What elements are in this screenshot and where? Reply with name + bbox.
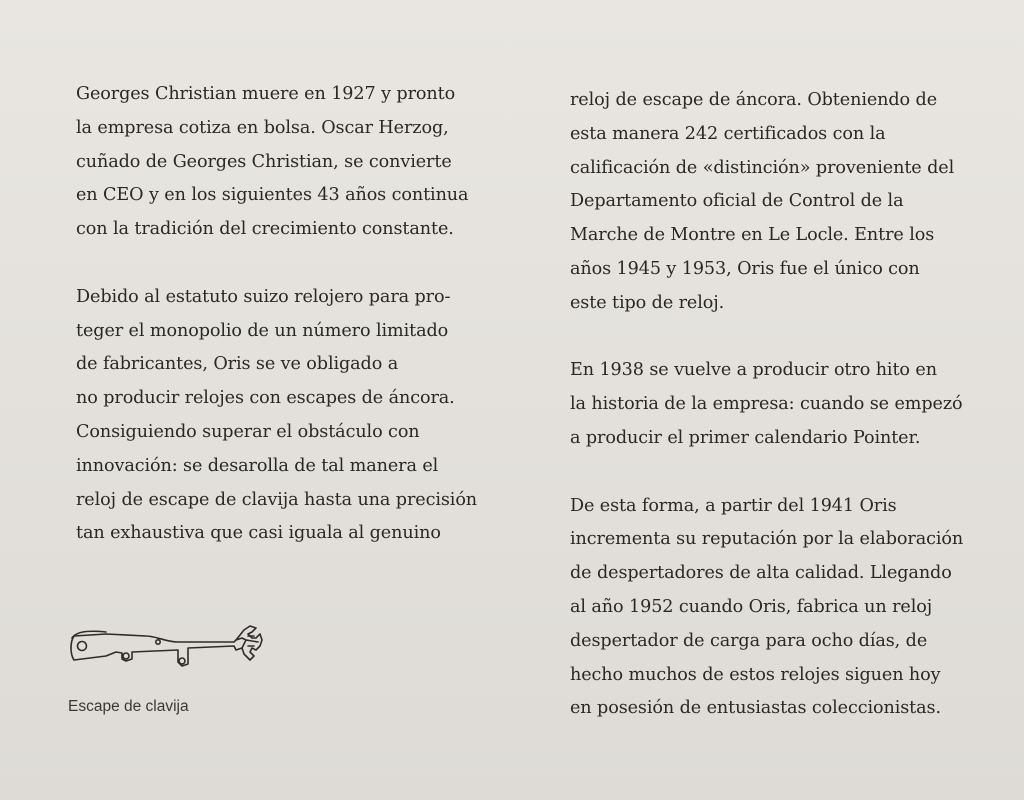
text-line: Departamento oficial de Control de la (570, 191, 904, 212)
text-line: tan exhaustiva que casi iguala al genuino (76, 523, 441, 544)
text-line: la historia de la empresa: cuando se empezó (570, 394, 963, 415)
text-line: De esta forma, a partir del 1941 Oris (570, 495, 897, 516)
left-paragraph-2 (76, 281, 526, 551)
text-line: a producir el primer calendario Pointer. (570, 427, 921, 448)
text-line: despertador de carga para ocho días, de (570, 630, 928, 651)
text-line: de fabricantes, Oris se ve obligado a (76, 354, 399, 375)
text-line: la empresa cotiza en bolsa. Oscar Herzog, (76, 117, 449, 138)
text-line: hecho muchos de estos relojes siguen hoy (570, 664, 941, 685)
text-line: con la tradición del crecimiento constante. (76, 219, 454, 240)
text-line: en CEO y en los siguientes 43 años continua (76, 185, 469, 206)
text-line: reloj de escape de áncora. Obteniendo de (570, 90, 938, 110)
text-line: en posesión de entusiastas coleccionistas. (570, 698, 941, 719)
text-line: Debido al estatuto suizo relojero para pro- (76, 286, 451, 307)
text-line: al año 1952 cuando Oris, fabrica un reloj (570, 596, 933, 617)
right-paragraph-2 (570, 354, 1010, 455)
text-line: cuñado de Georges Christian, se convierte (76, 151, 452, 172)
left-paragraph-1 (76, 78, 526, 247)
text-line: Consiguiendo superar el obstáculo con (76, 421, 420, 442)
illustration-caption: Escape de clavija (68, 698, 189, 715)
text-line: este tipo de reloj. (570, 292, 725, 313)
text-line: teger el monopolio de un número limitado (76, 320, 449, 341)
right-text-column (570, 84, 1010, 726)
left-text-column (76, 78, 526, 551)
text-line: En 1938 se vuelve a producir otro hito en (570, 360, 937, 381)
text-line: Marche de Montre en Le Locle. Entre los (570, 225, 935, 246)
text-line: Georges Christian muere en 1927 y pronto (76, 84, 456, 104)
pin-lever-escapement-icon (66, 612, 278, 676)
text-line: años 1945 y 1953, Oris fue el único con (570, 258, 920, 279)
text-line: no producir relojes con escapes de áncora. (76, 388, 455, 409)
text-line: esta manera 242 certificados con la (570, 123, 886, 144)
text-line: de despertadores de alta calidad. Llegando (570, 563, 952, 584)
right-paragraph-1 (570, 84, 1010, 321)
text-line: reloj de escape de clavija hasta una precisión (76, 489, 478, 510)
text-line: innovación: se desarolla de tal manera el (76, 455, 439, 476)
right-paragraph-3 (570, 490, 1010, 727)
text-line: incrementa su reputación por la elaboración (570, 529, 964, 550)
text-line: calificación de «distinción» proveniente del (570, 157, 955, 178)
